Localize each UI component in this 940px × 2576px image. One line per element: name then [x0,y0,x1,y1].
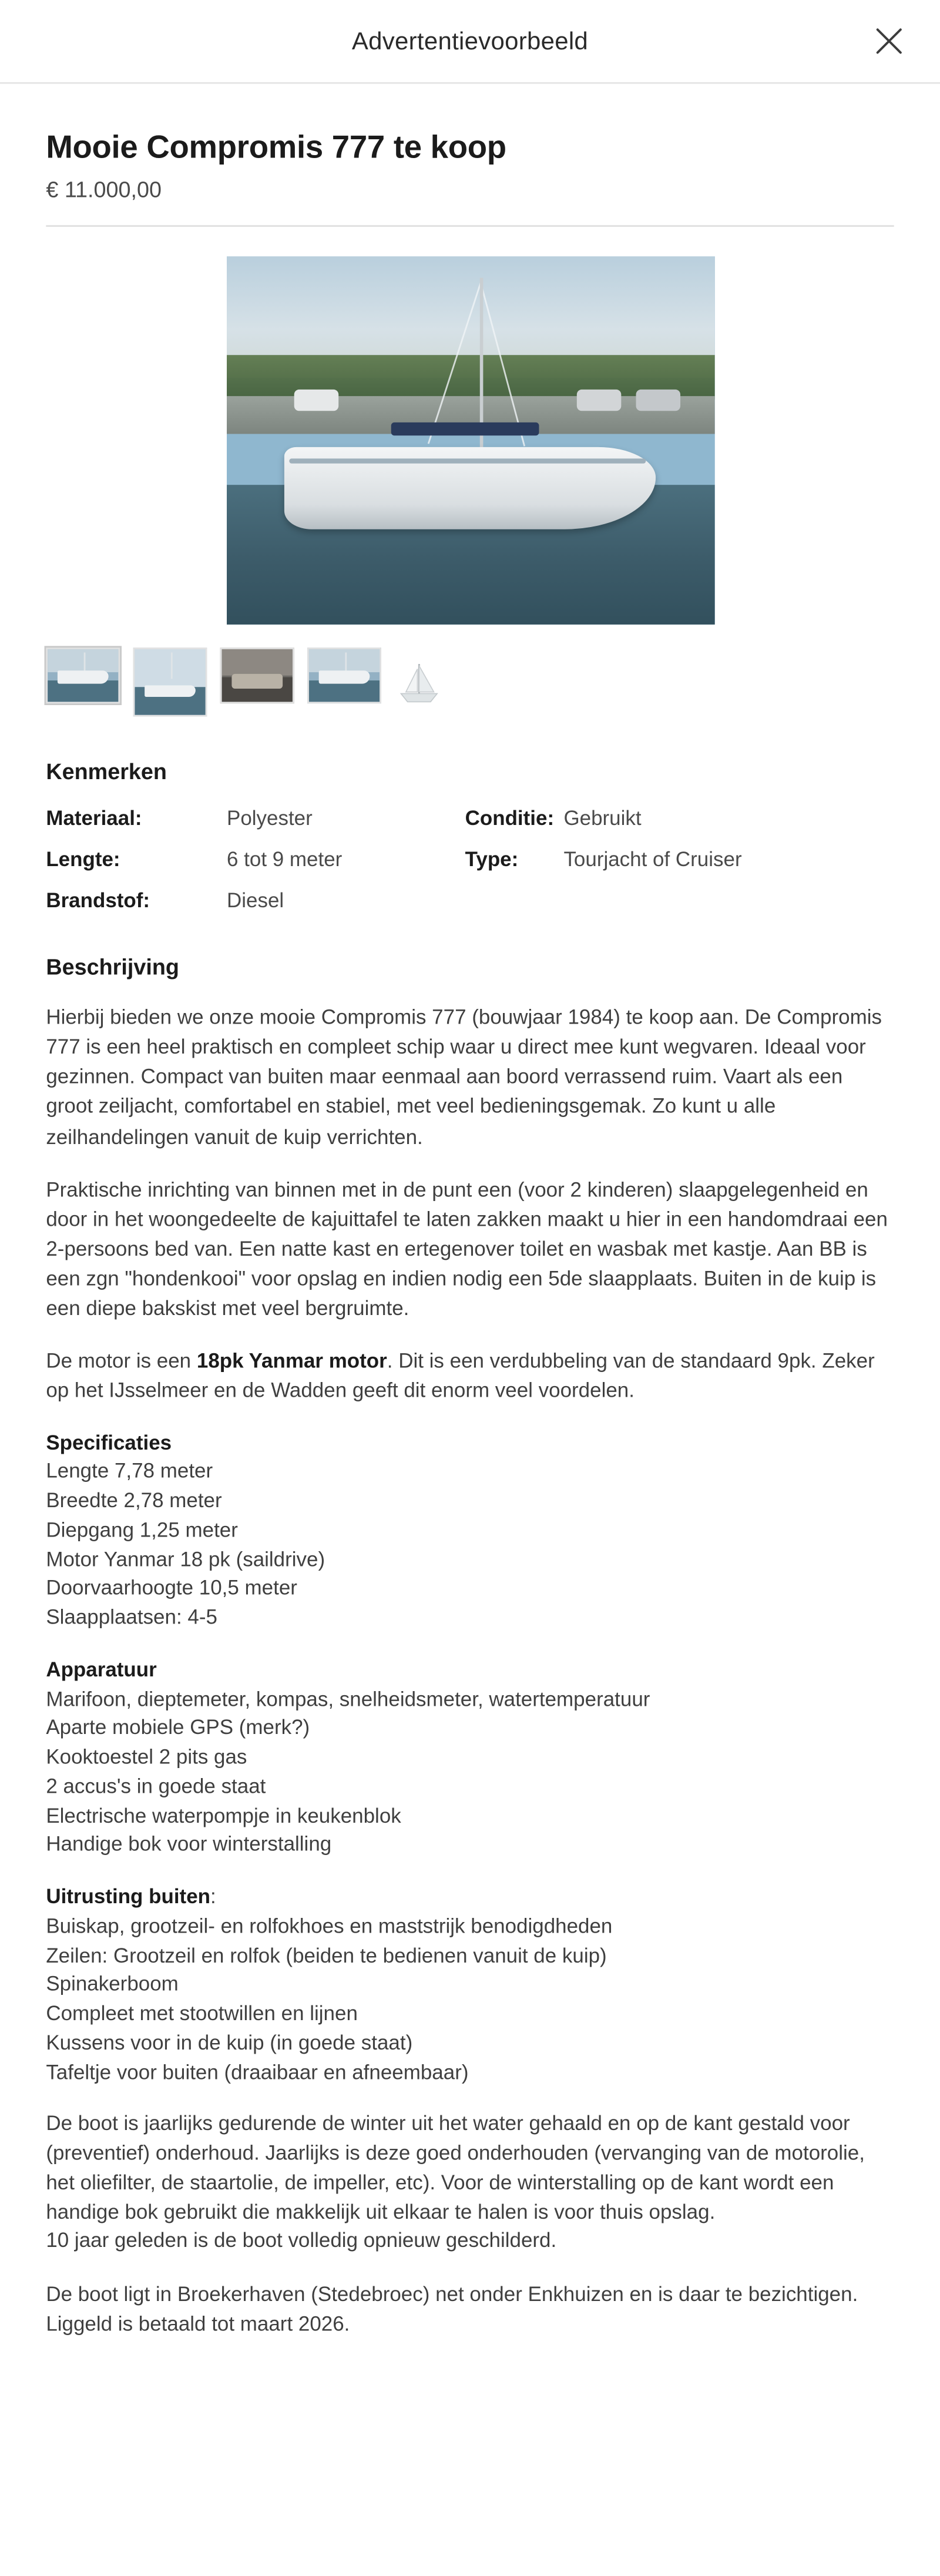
description-paragraph: De boot ligt in Broekerhaven (Stedebroec) net onder Enkhuizen en is daar te bezichtigen. Liggeld is betaald tot maart 2026. [46,2283,858,2336]
list-item: Lengte 7,78 meter [46,1460,213,1483]
thumbnail-1[interactable] [46,648,120,703]
page-title: Mooie Compromis 777 te koop [46,129,506,166]
thumbnail-strip [46,648,894,716]
list-item: Spinakerboom [46,1973,179,1996]
list-item: Tafeltje voor buiten (draaibaar en afneembaar) [46,2060,469,2084]
list-item: Doorvaarhoogte 10,5 meter [46,1577,297,1600]
thumb-mast [170,653,172,680]
gallery [46,256,894,625]
close-icon[interactable] [868,20,911,63]
sailboat-icon [394,660,444,706]
uitrusting-colon: : [210,1885,216,1908]
photo-car [578,389,622,411]
kenmerken-heading: Kenmerken [46,759,167,784]
motor-highlight: 18pk Yanmar motor [196,1350,387,1373]
spec-value: 6 tot 9 meter [227,848,343,871]
motor-text-post: . Dit is een verdubbeling van de standaard 9pk. Zeker op het IJsselmeer en de Wadden geeft dit enorm veel voordelen. [46,1350,875,1403]
spec-label: Type: [465,848,519,871]
thumbnail-4[interactable] [307,648,381,703]
list-item: Breedte 2,78 meter [46,1489,222,1512]
divider [46,225,894,227]
thumbnail-2[interactable] [133,648,207,716]
spec-value: Gebruikt [563,807,642,830]
list-item: Kooktoestel 2 pits gas [46,1745,247,1769]
description-paragraph: Praktische inrichting van binnen met in de punt een (voor 2 kinderen) slaapgelegenheid en door in het woongedeelte de kajuittafel te laten zakken maakt u hier in een handomdraai een 2-persoons bed van. Een natte kast en ertegenover toilet en wasbak met kastje. Aan BB is een zgn "hondenkooi" voor opslag en indien nodig een 5de slaapplaats. Buiten in de kuip is een diepe bakskist met veel bergruimte. [46,1178,888,1320]
list-item: Electrische waterpompje in keukenblok [46,1803,401,1827]
photo-car [294,389,338,411]
thumbnail-3[interactable] [220,648,294,703]
description-paragraph: De boot is jaarlijks gedurende de winter uit het water gehaald en op de kant gestald voor (preventief) onderhoud. Jaarlijks is deze goed onderhouden (vervanging van de motorolie, het oliefilter, de staartolie, de impeller, etc). Voor de winterstalling op de kant wordt een handige bok gebruikt die makkelijk uit elkaar te halen is voor thuis opslag. [46,2112,865,2223]
price-label: € 11.000,00 [46,177,162,203]
dialog-title: Advertentievoorbeeld [351,27,589,55]
spec-value [563,889,894,912]
apparatuur-block [46,1656,894,1861]
description-paragraph: Hierbij bieden we onze mooie Compromis 777 (bouwjaar 1984) te koop aan. De Compromis 777 is een heel praktisch en compleet schip waar u direct mee kunt wegvaren. Ideaal voor gezinnen. Compact van buiten maar eenmaal aan boord verrassend ruim. Vaart als een groot zeiljacht, comfortabel en stabiel, met veel bedieningsgemak. Zo kunt u alle zeilhandelingen vanuit de kuip verrichten. [46,1005,882,1148]
list-item: Zeilen: Grootzeil en rolfok (beiden te bedienen vanuit de kuip) [46,1943,607,1967]
list-item: Marifoon, dieptemeter, kompas, snelheidsmeter, watertemperatuur [46,1687,650,1710]
uitrusting-title: Uitrusting buiten [46,1885,211,1908]
list-item: Slaapplaatsen: 4-5 [46,1605,217,1629]
photo-boom [392,422,538,435]
spec-value: Diesel [227,889,284,913]
motor-text-pre: De motor is een [46,1350,197,1373]
list-item: Handige bok voor winterstalling [46,1833,332,1856]
thumb-mast [344,652,346,673]
thumbnail-5[interactable] [394,648,444,716]
dialog-header [0,0,940,84]
spec-value: Polyester [227,807,313,830]
ad-content [0,84,940,2405]
description-paragraph: 10 jaar geleden is de boot volledig opnieuw geschilderd. [46,2229,557,2252]
main-photo[interactable] [226,256,714,625]
photo-car [636,389,680,411]
list-item: 2 accus's in goede staat [46,1775,266,1798]
spec-label [465,889,564,912]
kenmerken-table [46,807,894,912]
thumb-mast [83,652,85,673]
spec-label: Lengte: [46,848,120,871]
spec-label: Materiaal: [46,807,142,830]
thumb-boat [145,686,196,697]
thumb-boat [58,671,109,683]
uitrusting-title-row [46,1884,894,1913]
list-item: Diepgang 1,25 meter [46,1518,238,1542]
specificaties-block [46,1429,894,1634]
spec-label: Brandstof: [46,889,150,913]
list-item: Motor Yanmar 18 pk (saildrive) [46,1547,325,1571]
spec-value: Tourjacht of Cruiser [563,848,742,871]
description-body [46,1002,894,2339]
list-item: Aparte mobiele GPS (merk?) [46,1716,310,1740]
uitrusting-block [46,1884,894,2088]
thumb-interior-detail [231,673,283,689]
list-item: Buiskap, grootzeil- en rolfokhoes en maststrijk benodigdheden [46,1914,613,1938]
specificaties-title: Specificaties [46,1430,172,1454]
description-paragraph-motor [46,1347,894,1406]
spec-label: Conditie: [465,807,555,830]
list-item: Compleet met stootwillen en lijnen [46,2001,358,2025]
apparatuur-title: Apparatuur [46,1658,157,1681]
beschrijving-heading: Beschrijving [46,955,179,980]
photo-deck-stripe [290,459,646,464]
onderhoud-block [46,2111,894,2256]
thumb-boat [319,671,370,683]
thumb-upper [222,649,293,676]
list-item: Kussens voor in de kuip (in goede staat) [46,2031,413,2054]
